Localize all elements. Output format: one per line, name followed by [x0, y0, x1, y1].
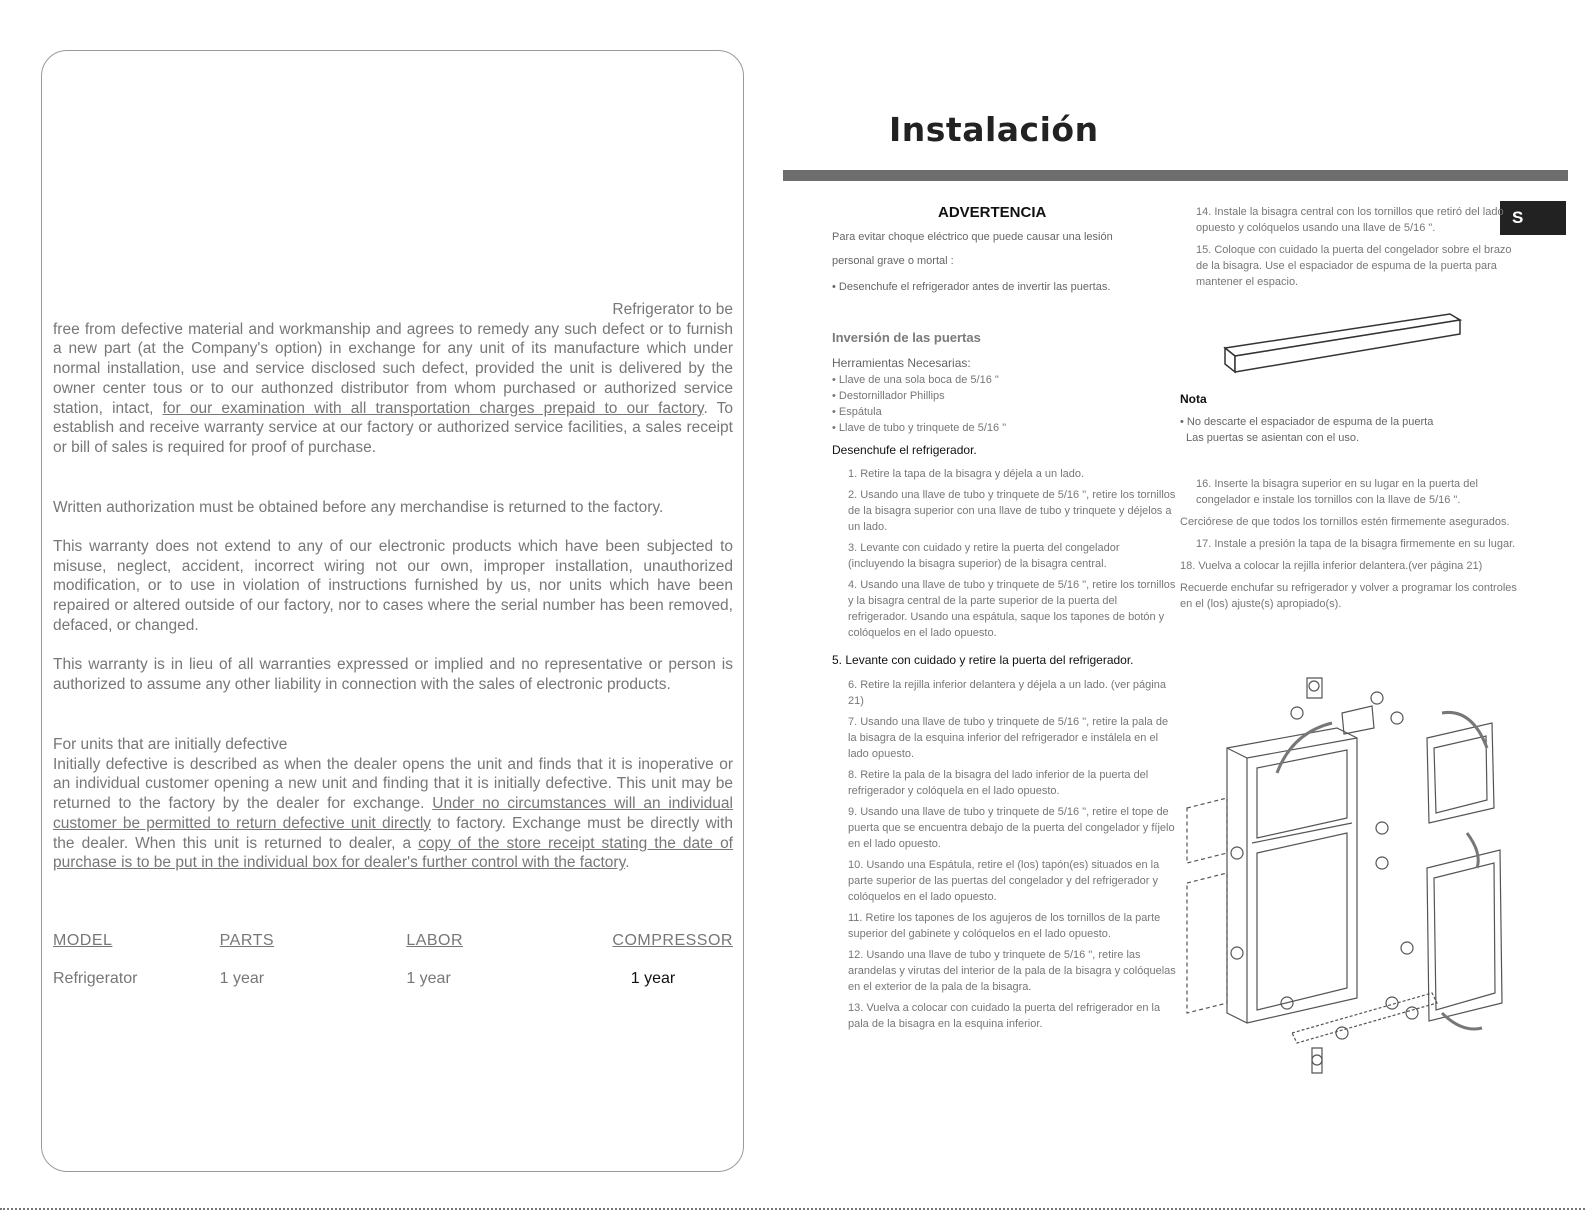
step-item: 16. Inserte la bisagra superior en su lugar en la puerta del congelador e instale los tornillos con la llave de 5/16 ".: [1196, 478, 1478, 506]
warning-line-3: • Desenchufe el refrigerador antes de invertir las puertas.: [832, 281, 1111, 293]
steps-16-18: [1180, 476, 1520, 612]
warranty-authorization-paragraph: [53, 498, 733, 518]
step-item: 18. Vuelva a colocar la rejilla inferior delantera.(ver página 21): [1180, 560, 1483, 572]
cell-compressor: 1 year: [630, 970, 676, 987]
warranty-table-header: [53, 932, 733, 950]
tool-item: • Destornillador Phillips: [832, 390, 945, 402]
header-parts: PARTS: [219, 932, 275, 949]
step-item: 8. Retire la pala de la bisagra del lado inferior de la puerta del refrigerador y colóquela en el lado opuesto.: [848, 769, 1149, 797]
step-item: 3. Levante con cuidado y retire la puerta del congelador (incluyendo la bisagra superior) de la bisagra central.: [848, 542, 1120, 570]
note-line-1: • No descarte el espaciador de espuma de la puerta: [1180, 416, 1434, 428]
step-item: 15. Coloque con cuidado la puerta del congelador sobre el brazo de la bisagra. Use el espaciador de espuma de la puerta para mantener el espacio.: [1196, 244, 1512, 288]
step-item: 9. Usando una llave de tubo y trinquete de 5/16 ", retire el tope de puerta que se encuentra debajo de la puerta del congelador y fíjelo en el lado opuesto.: [848, 806, 1175, 850]
header-compressor: COMPRESSOR: [612, 932, 733, 949]
steps-6-13: [832, 677, 1177, 1037]
step-item: 6. Retire la rejilla inferior delantera y déjela a un lado. (ver página 21): [848, 679, 1166, 707]
step-5: 5. Levante con cuidado y retire la puerta del refrigerador.: [832, 653, 1134, 667]
note-line-2: Las puertas se asientan con el uso.: [1186, 432, 1360, 444]
warranty-table-row: [53, 970, 733, 988]
warning-line-2: personal grave o mortal :: [832, 255, 954, 267]
steps-14-15: [1180, 204, 1520, 290]
step-item: 7. Usando una llave de tubo y trinquete de 5/16 ", retire la pala de la bisagra de la esquina inferior del refrigerador e instálela en el lado opuesto.: [848, 716, 1169, 760]
step-item: 17. Instale a presión la tapa de la bisagra firmemente en su lugar.: [1196, 538, 1516, 550]
step-item: 2. Usando una llave de tubo y trinquete de 5/16 ", retire los tornillos de la bisagra superior con una llave de tubo y trinquete y déjelos a un lado.: [848, 489, 1176, 533]
steps-1-4: [832, 466, 1177, 646]
tools-title: Herramientas Necesarias:: [832, 356, 971, 370]
warranty-intro-text-end: . To establish and receive warranty service at our factory or authorized service facilities, a sales receipt or bill of sales is required for proof of purchase.: [53, 399, 733, 456]
header-model: MODEL: [53, 932, 113, 949]
ensure-note: Cerciórese de que todos los tornillos estén firmemente asegurados.: [1180, 516, 1510, 528]
warranty-defective-paragraph: [53, 735, 733, 873]
step-item: 12. Usando una llave de tubo y trinquete de 5/16 ", retire las arandelas y virutas del interior de la pala de la bisagra y colóquelas en el exterior de la pala de la bisagra.: [848, 949, 1176, 993]
note-title: Nota: [1180, 392, 1207, 406]
warranty-defective-text-end: .: [625, 854, 630, 872]
page-title: Instalación: [889, 110, 1099, 149]
title-rule: [783, 170, 1568, 181]
warning-line-1: Para evitar choque eléctrico que puede causar una lesión: [832, 231, 1113, 243]
tools-list: [832, 372, 1006, 436]
warranty-authorization-text: Written authorization must be obtained before any merchandise is returned to the factory.: [53, 499, 664, 516]
tool-item: • Espátula: [832, 406, 882, 418]
warranty-lieu-paragraph: [53, 655, 733, 694]
section-title-door-reversal: Inversión de las puertas: [832, 330, 981, 345]
warranty-intro-lead: Refrigerator to be: [612, 301, 733, 318]
header-labor: LABOR: [406, 932, 464, 949]
tool-item: • Llave de tubo y trinquete de 5/16 ": [832, 422, 1007, 434]
step-item: 14. Instale la bisagra central con los tornillos que retiró del lado opuesto y colóquelos usando una llave de 5/16 ".: [1196, 206, 1504, 234]
tool-item: • Llave de una sola boca de 5/16 ": [832, 374, 999, 386]
warranty-defective-text: Initially defective is described as when the dealer opens the unit and finds that it is inoperative or an individual customer opening a new unit and finding that it is initially defective. This unit may be returned to the factory by the dealer for exchange.: [53, 755, 733, 813]
warranty-exclusions-paragraph: [53, 537, 733, 636]
cell-model: Refrigerator: [53, 970, 138, 987]
warranty-defective-title: For units that are initially defective: [53, 736, 288, 753]
reminder-note: Recuerde enchufar su refrigerador y volver a programar los controles en el (los) ajuste(s) apropiado(s).: [1180, 582, 1517, 610]
warranty-lieu-text: This warranty is in lieu of all warranties expressed or implied and no representative or person is authorized to assume any other liability in connection with the sales of electronic products.: [53, 656, 733, 693]
warranty-intro-underlined: for our examination with all transportation charges prepaid to our factory: [162, 399, 704, 417]
warning-title: ADVERTENCIA: [938, 204, 1047, 221]
step-item: 11. Retire los tapones de los agujeros de los tornillos de la parte superior del gabinete y colóquelos en el lado opuesto.: [848, 912, 1161, 940]
language-tab: S: [1500, 201, 1566, 235]
step-item: 13. Vuelva a colocar con cuidado la puerta del refrigerador en la pala de la bisagra en la esquina inferior.: [848, 1002, 1161, 1030]
warranty-defective-underlined-2: copy of the store receipt stating the date of purchase is to be put in the individual box for dealer's further control with the factory: [53, 834, 733, 872]
warranty-exclusions-text: This warranty does not extend to any of our electronic products which have been subjected to misuse, neglect, accident, incorrect wiring not our own, improper installation, unauthorized modification, or to use in violation of instructions furnished by us, nor units which have been repaired or altered outside of our factory, nor to cases where the serial number has been removed, defaced, or changed.: [53, 538, 733, 634]
step-item: 1. Retire la tapa de la bisagra y déjela a un lado.: [848, 468, 1085, 480]
door-reversal-diagram: [1182, 668, 1522, 1088]
warranty-defective-text-2: to factory. Exchange must be directly with the dealer. When this unit is returned to dealer, a: [53, 814, 734, 852]
cell-labor: 1 year: [406, 970, 451, 987]
step-item: 10. Usando una Espátula, retire el (los) tapón(es) situados en la parte superior de las puertas del congelador y del refrigerador y colóquelos en el lado opuesto.: [848, 859, 1160, 903]
warranty-intro-paragraph: [53, 300, 733, 458]
unplug-instruction: Desenchufe el refrigerador.: [832, 443, 977, 457]
page-bottom-divider: [0, 1208, 1585, 1210]
warranty-table: [53, 932, 733, 1008]
step-item: 4. Usando una llave de tubo y trinquete de 5/16 ", retire los tornillos y la bisagra central de la parte superior de la puerta del refrigerador. Usando una espátula, saque los tapones de botón y colóquelos en el lado opuesto.: [848, 579, 1176, 639]
cell-parts: 1 year: [219, 970, 265, 987]
foam-spacer-illustration: [1215, 306, 1470, 381]
warranty-intro-text: free from defective material and workmanship and agrees to remedy any such defect or to furnish a new part (at the Company's option) in exchange for any unit of its manufacture which under normal installation, use and service disclosed such defect, provided the unit is delivered by the owner center tous or to our authonzed distributor from whom purchased or authorized service station, intact,: [53, 320, 733, 417]
warranty-defective-underlined-1: Under no circumstances will an individual customer be permitted to return defective unit directly: [53, 795, 733, 832]
